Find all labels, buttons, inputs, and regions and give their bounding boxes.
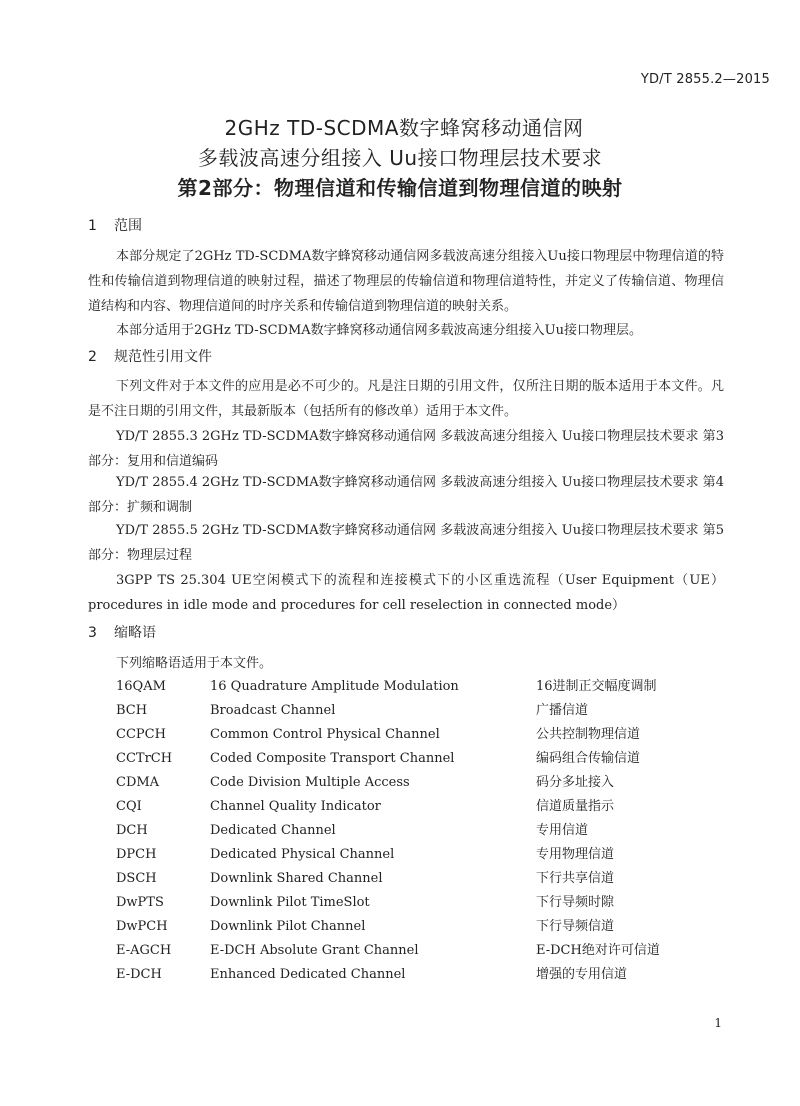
document-title: [0, 113, 800, 203]
abbreviation: DwPCH: [116, 919, 168, 934]
normative-reference: YD/T 2855.3 2GHz TD-SCDMA数字蜂窝移动通信网 多载波高速分组接入 Uu接口物理层技术要求 第3部分：复用和信道编码: [88, 429, 724, 469]
chinese-term: 专用物理信道: [536, 847, 615, 862]
abbreviation: CCTrCH: [116, 751, 173, 766]
english-term: Downlink Pilot TimeSlot: [210, 895, 370, 910]
document-id: YD/T 2855.2—2015: [640, 72, 770, 87]
section-title: 缩略语: [114, 625, 156, 641]
abbreviations-table: [116, 675, 726, 987]
abbreviation-row: [116, 891, 726, 915]
section-number: 2: [88, 349, 97, 365]
english-term: Enhanced Dedicated Channel: [210, 967, 406, 982]
chinese-term: 码分多址接入: [536, 775, 615, 790]
abbreviation: DwPTS: [116, 895, 164, 910]
english-term: Coded Composite Transport Channel: [210, 751, 455, 766]
english-term: Code Division Multiple Access: [210, 775, 410, 790]
abbreviations-intro: 下列缩略语适用于本文件。: [116, 656, 273, 671]
chinese-term: 广播信道: [536, 703, 589, 718]
abbreviation-row: [116, 723, 726, 747]
english-term: 16 Quadrature Amplitude Modulation: [210, 679, 459, 694]
abbreviation: 16QAM: [116, 679, 166, 694]
section-number: 1: [88, 218, 97, 234]
abbreviation-row: [116, 939, 726, 963]
chinese-term: 公共控制物理信道: [536, 727, 641, 742]
normative-reference: YD/T 2855.4 2GHz TD-SCDMA数字蜂窝移动通信网 多载波高速分组接入 Uu接口物理层技术要求 第4部分：扩频和调制: [88, 475, 724, 515]
abbreviation: E-DCH: [116, 967, 162, 982]
chinese-term: 信道质量指示: [536, 799, 615, 814]
title-line-2: 多载波高速分组接入 Uu接口物理层技术要求: [197, 146, 603, 170]
abbreviation: DPCH: [116, 847, 157, 862]
abbreviation-row: [116, 771, 726, 795]
chinese-term: 16进制正交幅度调制: [536, 679, 657, 694]
title-line-3: 第2部分：物理信道和传输信道到物理信道的映射: [177, 176, 623, 200]
abbreviation: DSCH: [116, 871, 157, 886]
normative-reference: YD/T 2855.5 2GHz TD-SCDMA数字蜂窝移动通信网 多载波高速分组接入 Uu接口物理层技术要求 第5部分：物理层过程: [88, 523, 724, 563]
title-line-1: 2GHz TD-SCDMA数字蜂窝移动通信网: [224, 116, 584, 140]
abbreviation: CQI: [116, 799, 142, 814]
section-title: 规范性引用文件: [114, 349, 212, 365]
section-1-heading: [88, 215, 142, 235]
abbreviation: E-AGCH: [116, 943, 172, 958]
chinese-term: 编码组合传输信道: [536, 751, 641, 766]
abbreviation: CCPCH: [116, 727, 166, 742]
english-term: E-DCH Absolute Grant Channel: [210, 943, 419, 958]
english-term: Common Control Physical Channel: [210, 727, 440, 742]
english-term: Downlink Shared Channel: [210, 871, 383, 886]
section-2-paragraph-1: 下列文件对于本文件的应用是必不可少的。凡是注日期的引用文件，仅所注日期的版本适用于本文件。凡是不注日期的引用文件，其最新版本（包括所有的修改单）适用于本文件。: [88, 379, 724, 419]
abbreviation-row: [116, 867, 726, 891]
section-number: 3: [88, 625, 97, 641]
chinese-term: 下行导频信道: [536, 919, 615, 934]
abbreviation-row: [116, 747, 726, 771]
chinese-term: 下行导频时隙: [536, 895, 615, 910]
normative-reference: 3GPP TS 25.304 UE空闲模式下的流程和连接模式下的小区重选流程（User Equipment（UE）procedures in idle mode and procedures for cell reselection in connected mode）: [88, 573, 724, 613]
page-number: 1: [714, 1016, 722, 1030]
abbreviation: BCH: [116, 703, 148, 718]
abbreviation-row: [116, 795, 726, 819]
abbreviation: DCH: [116, 823, 148, 838]
section-3-heading: [88, 622, 156, 642]
english-term: Dedicated Physical Channel: [210, 847, 395, 862]
english-term: Broadcast Channel: [210, 703, 336, 718]
abbreviation-row: [116, 963, 726, 987]
abbreviation-row: [116, 843, 726, 867]
abbreviation-row: [116, 915, 726, 939]
abbreviation: CDMA: [116, 775, 160, 790]
chinese-term: 增强的专用信道: [536, 967, 628, 982]
section-title: 范围: [114, 218, 142, 234]
chinese-term: 下行共享信道: [536, 871, 615, 886]
abbreviation-row: [116, 675, 726, 699]
english-term: Dedicated Channel: [210, 823, 336, 838]
chinese-term: 专用信道: [536, 823, 589, 838]
abbreviation-row: [116, 819, 726, 843]
english-term: Downlink Pilot Channel: [210, 919, 366, 934]
abbreviation-row: [116, 699, 726, 723]
chinese-term: E-DCH绝对许可信道: [536, 943, 660, 958]
section-1-paragraph-1: 本部分规定了2GHz TD-SCDMA数字蜂窝移动通信网多载波高速分组接入Uu接口物理层中物理信道的特性和传输信道到物理信道的映射过程，描述了物理层的传输信道和物理信道特性，并定义了传输信道、物理信道结构和内容、物理信道间的时序关系和传输信道到物理信道的映射关系。: [88, 249, 724, 314]
section-1-paragraph-2: 本部分适用于2GHz TD-SCDMA数字蜂窝移动通信网多载波高速分组接入Uu接口物理层。: [116, 323, 643, 338]
section-2-heading: [88, 346, 212, 366]
english-term: Channel Quality Indicator: [210, 799, 381, 814]
